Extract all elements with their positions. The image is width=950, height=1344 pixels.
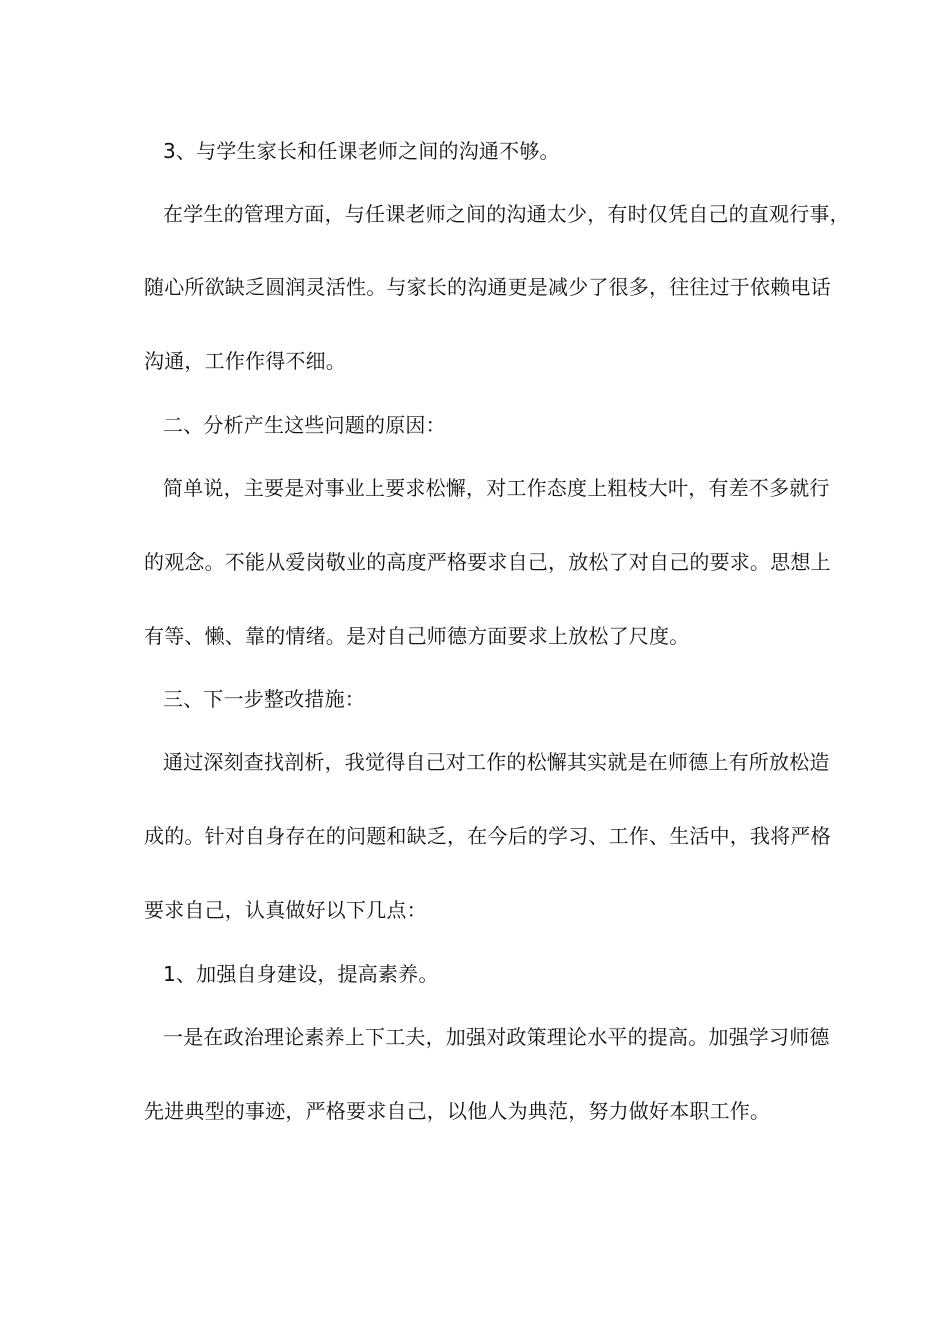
- paragraph-line: 成的。针对自身存在的问题和缺乏，在今后的学习、工作、生活中，我将严格: [144, 824, 831, 848]
- paragraph-line: 通过深刻查找剖析，我觉得自己对工作的松懈其实就是在师德上有所放松造: [163, 750, 830, 774]
- paragraph-line: 沟通，工作作得不细。: [144, 349, 346, 373]
- paragraph-line: 要求自己，认真做好以下几点：: [144, 898, 427, 922]
- section-heading-2: 二、分析产生这些问题的原因：: [163, 413, 446, 437]
- paragraph-line: 先进典型的事迹，严格要求自己，以他人为典范，努力做好本职工作。: [144, 1099, 771, 1123]
- section-heading-3: 三、下一步整改措施：: [163, 687, 365, 711]
- paragraph-line: 的观念。不能从爱岗敬业的高度严格要求自己，放松了对自己的要求。思想上: [144, 550, 831, 574]
- paragraph-line: 一是在政治理论素养上下工夫，加强对政策理论水平的提高。加强学习师德: [163, 1025, 830, 1049]
- paragraph-line: 有等、懒、靠的情绪。是对自己师德方面要求上放松了尺度。: [144, 624, 690, 648]
- numbered-point-1: 1、加强自身建设，提高素养。: [163, 962, 439, 986]
- paragraph-line: 在学生的管理方面，与任课老师之间的沟通太少，有时仅凭自己的直观行事，: [163, 202, 850, 226]
- numbered-point-3: 3、与学生家长和任课老师之间的沟通不够。: [163, 139, 560, 163]
- paragraph-line: 简单说，主要是对事业上要求松懈，对工作态度上粗枝大叶，有差不多就行: [163, 476, 830, 500]
- paragraph-line: 随心所欲缺乏圆润灵活性。与家长的沟通更是减少了很多，往往过于依赖电话: [144, 275, 831, 299]
